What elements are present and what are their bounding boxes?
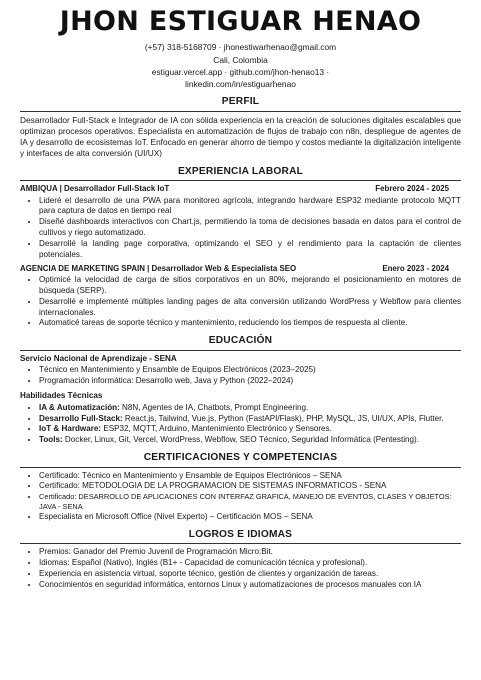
job-header [20, 184, 461, 194]
job-bullets [20, 196, 461, 261]
contact-linkedin: linkedin.com/in/estiguarhenao [185, 78, 296, 89]
list-item [39, 435, 461, 446]
skill-label: Tools: [39, 435, 63, 445]
list-item: • Conocimientos en seguridad informática, entornos Linux y automatizaciones de procesos manuales con IA [39, 580, 461, 591]
skills-list [20, 403, 461, 446]
education-list [20, 365, 461, 387]
skill-label: IoT & Hardware: [39, 424, 102, 434]
list-item: • Programación informática: Desarrollo web, Java y Python (2022–2024) [39, 376, 461, 387]
list-item: • Certificado: METODOLOGIA DE LA PROGRAMACION DE SISTEMAS INFORMATICOS - SENA [39, 481, 461, 492]
contact-links: estiguar.vercel.app · github.com/jhon-henao13 · [151, 66, 330, 77]
certifications-list [20, 471, 461, 523]
list-item: • Idiomas: Español (Nativo), Inglés (B1+ - Capacidad de comunicación técnica y profesional). [39, 558, 461, 569]
list-item: • Técnico en Mantenimiento y Ensamble de Equipos Electrónicos (2023–2025) [39, 365, 461, 376]
skills-title: Habilidades Técnicas [20, 391, 103, 401]
list-item: • Desarrollé la landing page corporativa, optimizando el SEO y el rendimiento para la captación de clientes potenciales. [39, 239, 461, 261]
achievements-list [20, 547, 461, 590]
list-item: • Diseñé dashboards interactivos con Chart.js, permitiendo la toma de decisiones basada en datos para el control de cultivos y riego automatizado. [39, 217, 461, 239]
section-title-logros: LOGROS E IDIOMAS [20, 528, 461, 544]
list-item: • Certificado: Técnico en Mantenimiento y Ensamble de Equipos Electrónicos – SENA [39, 471, 461, 482]
job-bullets [20, 275, 461, 329]
profile-summary: Desarrollador Full-Stack e Integrador de IA con sólida experiencia en la creación de soluciones digitales escalables que optimizan procesos operativos. Especialista en automatización de flujos de trabajo con n8n, despliegue de agentes de IA y desarrollo de ecosistemas IoT. Enfocado en generar ahorro de tiempo y costos mediante la digitalización inteligente y interfaces de alta conversión (UI/UX) [20, 114, 461, 159]
education-institution: Servicio Nacional de Aprendizaje - SENA [20, 353, 177, 363]
skill-value: N8N, Agentes de IA, Chatbots, Prompt Engineering. [119, 402, 309, 412]
skill-value: ESP32, MQTT, Arduino, Mantenimiento Electrónico y Sensores. [101, 424, 332, 434]
list-item: • Optimicé la velocidad de carga de sitios corporativos en un 80%, mejorando el posicionamiento en motores de búsqueda (SERP). [39, 275, 461, 297]
skill-value: React.js, Tailwind, Vue.js, Python (FastAPI/Flask), PHP, MySQL, JS, UI/UX, APIs, Flutter. [122, 413, 444, 423]
list-item: • Premios: Ganador del Premio Juvenil de Programación Micro:Bit. [39, 547, 461, 558]
list-item: • Desarrollé e implementé múltiples landing pages de alta conversión utilizando WordPress y Webflow para clientes internacionales. [39, 297, 461, 319]
skill-value: Docker, Linux, Git, Vercel, WordPress, Webflow, SEO Técnico, Seguridad Informática (Pentesting). [62, 435, 419, 445]
list-item: • Lideré el desarrollo de una PWA para monitoreo agrícola, integrando hardware ESP32 mediante protocolo MQTT para captura de datos en tiempo real [39, 196, 461, 218]
section-title-educacion: EDUCACIÓN [20, 334, 461, 350]
job-title: AGENCIA DE MARKETING SPAIN | Desarrollador Web & Especialista SEO [20, 263, 297, 273]
list-item [39, 424, 461, 435]
contact-block [20, 41, 461, 90]
job-title: AMBIQUA | Desarrollador Full-Stack IoT [20, 184, 170, 194]
section-title-experiencia: EXPERIENCIA LABORAL [20, 165, 461, 181]
list-item: • Experiencia en asistencia virtual, soporte técnico, gestión de clientes y organización de tareas. [39, 569, 461, 580]
job-date: Enero 2023 - 2024 [382, 263, 449, 273]
section-title-certificaciones: CERTIFICACIONES Y COMPETENCIAS [20, 451, 461, 467]
skill-label: IA & Automatización: [39, 402, 120, 412]
list-item [39, 414, 461, 425]
list-item: • Especialista en Microsoft Office (Nivel Experto) – Certificación MOS – SENA [39, 512, 461, 523]
list-item [39, 403, 461, 414]
contact-location: Cali, Colombia [213, 54, 268, 65]
candidate-name: JHON ESTIGUAR HENAO [59, 6, 422, 37]
list-item: • Certificado: DESARROLLO DE APLICACIONES CON INTERFAZ GRAFICA, MANEJO DE EVENTOS, CLASES Y OBJETOS: JAVA - SENA [39, 492, 461, 512]
job-header [20, 264, 461, 274]
contact-phone-email: (+57) 318-5168709 · jhonestiwarhenao@gmail.com [144, 42, 337, 53]
job-date: Febrero 2024 - 2025 [375, 184, 449, 194]
section-title-perfil: PERFIL [20, 95, 461, 111]
list-item: • Automaticé tareas de soporte técnico y mantenimiento, reduciendo los tiempos de respuesta al cliente. [39, 318, 461, 329]
skill-label: Desarrollo Full-Stack: [39, 413, 123, 423]
